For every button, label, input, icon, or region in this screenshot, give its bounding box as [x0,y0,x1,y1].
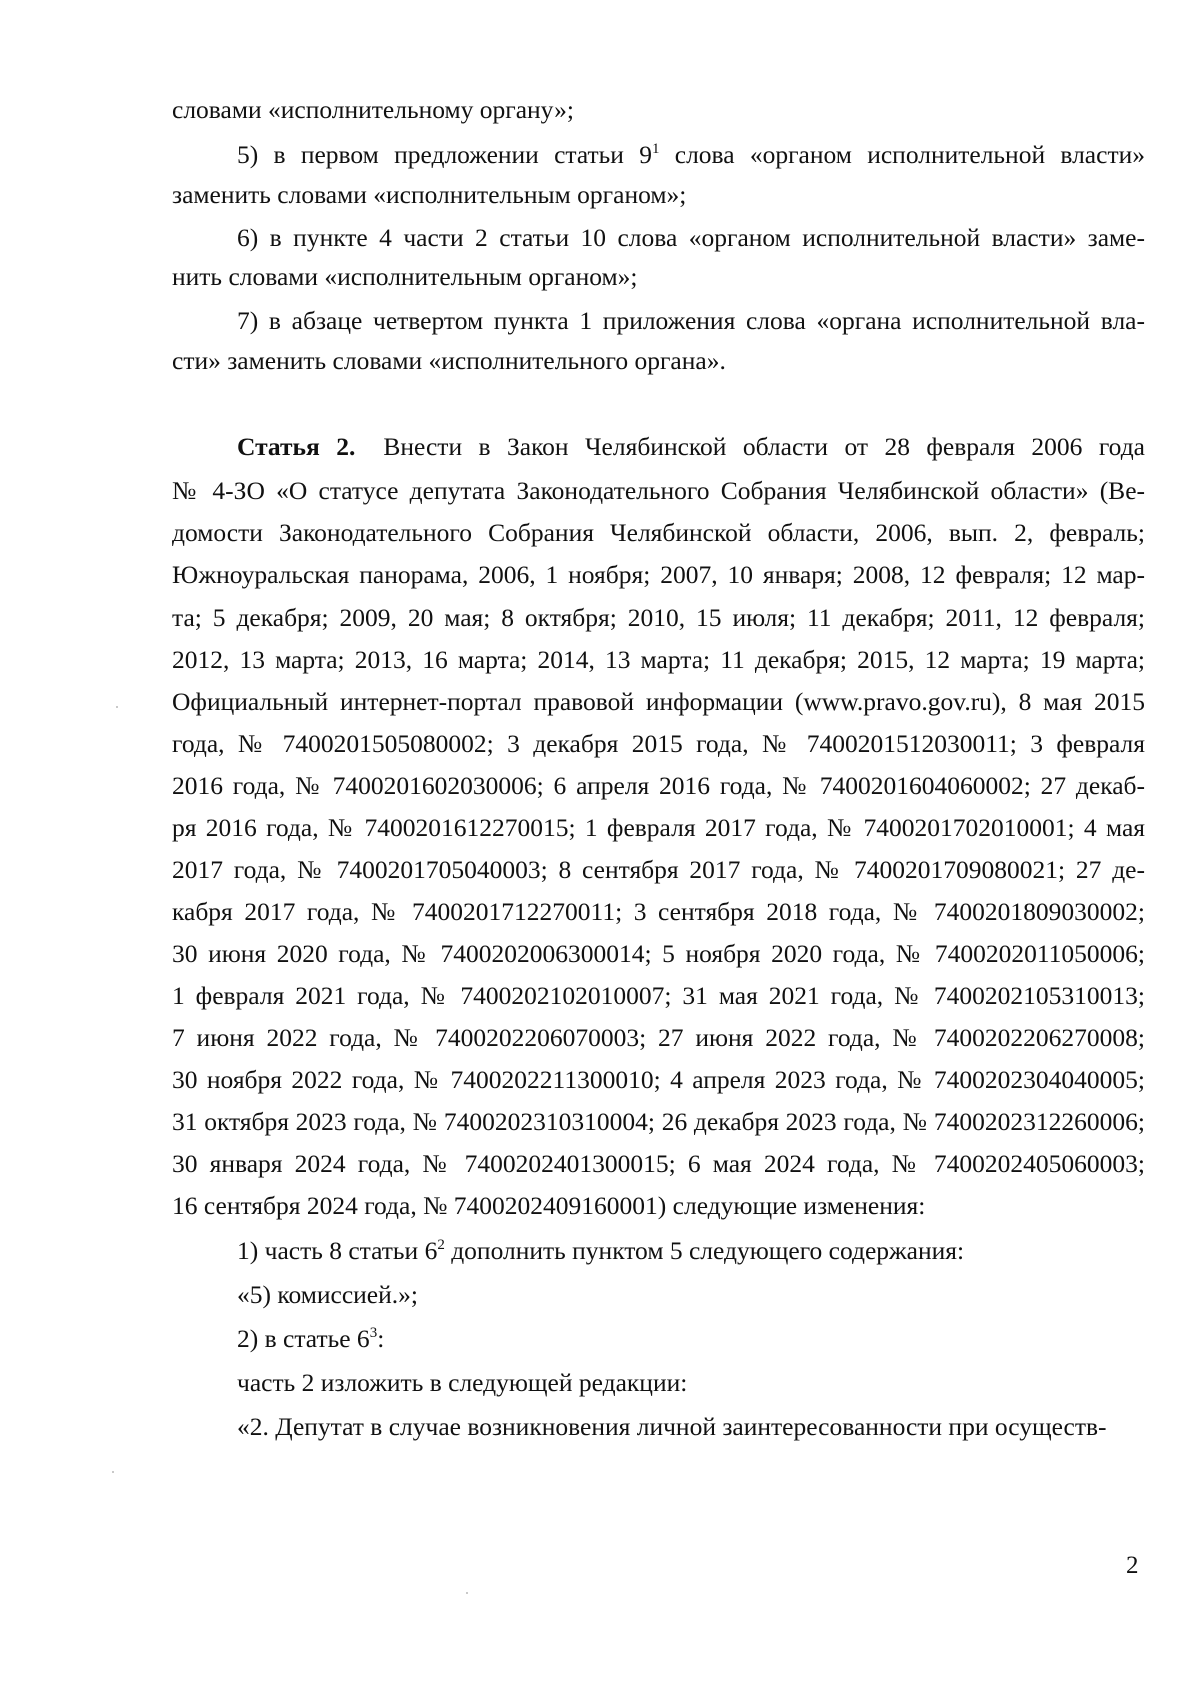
text-fragment: : [377,1324,385,1353]
text-fragment: 2) в статье 6 [237,1324,370,1353]
text-line: часть 2 изложить в следующей редакции: [237,1368,688,1397]
text-line: домости Законодательного Собрания Челябинской области, 2006, вып. 2, февраль; [172,518,1145,547]
text-line: сти» заменить словами «исполнительного органа». [172,346,726,375]
text-line [237,1324,1145,1354]
text-line: нить словами «исполнительным органом»; [172,262,638,291]
text-line: года, № 7400201505080002; 3 декабря 2015 года, № 7400201512030011; 3 февраля [172,729,1145,758]
text-line: 1 февраля 2021 года, № 7400202102010007; 31 мая 2021 года, № 7400202105310013; [172,981,1145,1010]
text-line: 30 января 2024 года, № 7400202401300015; 6 мая 2024 года, № 7400202405060003; [172,1149,1145,1178]
text-line: 7) в абзаце четвертом пункта 1 приложения слова «органа исполнительной вла- [237,306,1145,335]
text-line: 30 июня 2020 года, № 7400202006300014; 5 ноября 2020 года, № 7400202011050006; [172,939,1145,968]
text-line: «2. Депутат в случае возникновения личной заинтересованности при осуществ- [237,1412,1107,1441]
text-line: ря 2016 года, № 7400201612270015; 1 февраля 2017 года, № 7400201702010001; 4 мая [172,813,1145,842]
text-line: заменить словами «исполнительным органом»; [172,180,687,209]
text-line: 31 октября 2023 года, № 7400202310310004; 26 декабря 2023 года, № 7400202312260006; [172,1107,1145,1136]
text-line: 16 сентября 2024 года, № 7400202409160001) следующие изменения: [172,1191,926,1220]
text-line: 7 июня 2022 года, № 7400202206070003; 27 июня 2022 года, № 7400202206270008; [172,1023,1145,1052]
superscript: 2 [437,1236,445,1253]
text-line: кабря 2017 года, № 7400201712270011; 3 сентября 2018 года, № 7400201809030002; [172,897,1145,926]
text-line: словами «исполнительному органу»; [172,95,574,124]
text-fragment: слова «органом исполнительной власти» [659,140,1145,169]
page-number: 2 [1126,1552,1139,1579]
text-line: 30 ноября 2022 года, № 7400202211300010; 4 апреля 2023 года, № 7400202304040005; [172,1065,1145,1094]
scan-speck [466,1592,468,1594]
scan-speck [116,706,118,708]
text-line: 2016 года, № 7400201602030006; 6 апреля 2016 года, № 7400201604060002; 27 декаб- [172,771,1145,800]
scan-speck [112,1471,114,1473]
text-line: Южноуральская панорама, 2006, 1 ноября; 2007, 10 января; 2008, 12 февраля; 12 мар- [172,560,1145,589]
text-line: та; 5 декабря; 2009, 20 мая; 8 октября; 2010, 15 июля; 11 декабря; 2011, 12 февраля; [172,603,1145,632]
text-line: № 4-ЗО «О статусе депутата Законодательного Собрания Челябинской области» (Ве- [172,476,1145,505]
superscript: 1 [651,140,660,157]
text-fragment: 1) часть 8 статьи 6 [237,1236,438,1265]
text-fragment: Внести в Закон Челябинской области от 28 февраля 2006 года [383,432,1145,461]
text-line [237,1236,1145,1266]
text-fragment: 5) в первом предложении статьи 9 [237,140,652,169]
article-heading-line [237,432,1145,462]
text-line: Официальный интернет-портал правовой информации (www.pravo.gov.ru), 8 мая 2015 [172,687,1145,716]
text-line: «5) комиссией.»; [237,1280,418,1309]
text-line: 6) в пункте 4 части 2 статьи 10 слова «органом исполнительной власти» заме- [237,223,1145,252]
text-fragment: дополнить пунктом 5 следующего содержания: [444,1236,965,1265]
superscript: 3 [369,1324,378,1341]
text-line: 2012, 13 марта; 2013, 16 марта; 2014, 13 марта; 11 декабря; 2015, 12 марта; 19 марта; [172,645,1145,674]
article-heading: Статья 2. [237,432,356,461]
text-line: 2017 года, № 7400201705040003; 8 сентября 2017 года, № 7400201709080021; 27 де- [172,855,1145,884]
text-line [237,140,1145,170]
